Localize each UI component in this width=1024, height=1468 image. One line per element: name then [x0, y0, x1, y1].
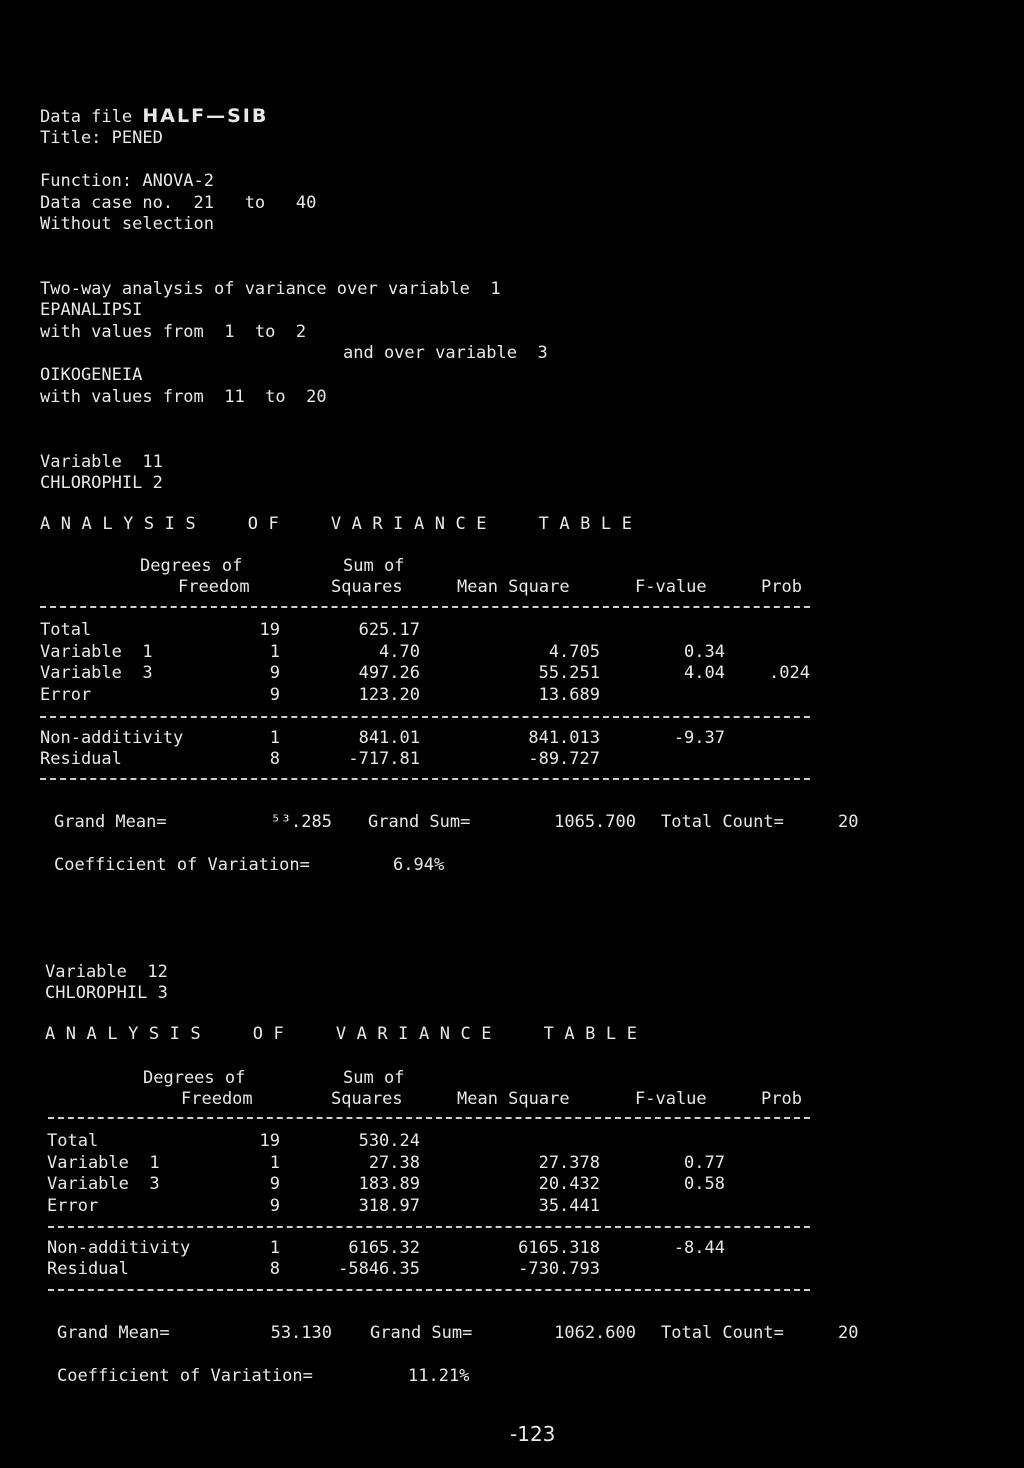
col-header-df-top: Degrees of: [143, 1068, 246, 1088]
description-line-3: with values from 1 to 2: [40, 322, 307, 342]
variable-label: Variable 12: [45, 962, 168, 982]
df-cell: 1: [269, 1238, 280, 1258]
col-header-prob: Prob: [761, 1089, 802, 1109]
df-cell: 19: [259, 620, 280, 640]
ss-cell: -717.81: [348, 749, 420, 769]
col-header-df-top: Degrees of: [140, 556, 243, 576]
col-header-df-bottom: Freedom: [181, 1089, 253, 1109]
col-header-ss-bottom: Squares: [331, 577, 403, 597]
description-line-5: OIKOGENEIA: [40, 365, 143, 385]
f-cell: -8.44: [673, 1238, 725, 1258]
data-file-name: HALF—SIB: [142, 105, 269, 127]
col-header-prob: Prob: [761, 577, 802, 597]
ms-cell: 841.013: [528, 728, 600, 748]
total-count-label: Total Count=: [661, 812, 784, 832]
f-cell: -9.37: [673, 728, 725, 748]
title-line: Title: PENED: [40, 128, 163, 148]
ms-cell: 27.378: [538, 1153, 600, 1173]
divider: [40, 716, 810, 718]
case-range-line: Data case no. 21 to 40: [40, 193, 317, 213]
grand-mean-label: Grand Mean=: [57, 1323, 170, 1343]
data-file-label: Data file: [40, 107, 133, 127]
source-cell: Error: [47, 1196, 99, 1216]
ss-cell: 183.89: [358, 1174, 420, 1194]
cv-label: Coefficient of Variation=: [54, 855, 310, 875]
ss-cell: 530.24: [358, 1131, 420, 1151]
source-cell: Residual: [47, 1259, 129, 1279]
source-cell: Variable 3: [40, 663, 153, 683]
ss-cell: 4.70: [379, 642, 420, 662]
ms-cell: 20.432: [538, 1174, 600, 1194]
ms-cell: 4.705: [548, 642, 600, 662]
df-cell: 8: [269, 749, 280, 769]
grand-mean-value: 53.130: [270, 1323, 332, 1343]
ss-cell: -5846.35: [338, 1259, 420, 1279]
grand-mean-value: ⁵³.285: [270, 812, 332, 832]
description-line-6: with values from 11 to 20: [40, 387, 327, 407]
ms-cell: 35.441: [538, 1196, 600, 1216]
divider: [40, 606, 810, 608]
total-count-value: 20: [838, 1323, 859, 1343]
col-header-ms: Mean Square: [457, 577, 570, 597]
divider: [40, 778, 810, 780]
variable-name: CHLOROPHIL 2: [40, 473, 163, 493]
total-count-value: 20: [838, 812, 859, 832]
col-header-ms: Mean Square: [457, 1089, 570, 1109]
col-header-ss-top: Sum of: [343, 556, 405, 576]
df-cell: 1: [269, 1153, 280, 1173]
col-header-f: F-value: [635, 577, 707, 597]
col-header-ss-bottom: Squares: [331, 1089, 403, 1109]
col-header-df-bottom: Freedom: [178, 577, 250, 597]
description-line-2: EPANALIPSI: [40, 300, 143, 320]
data-file-line: [40, 106, 268, 127]
divider: [48, 1226, 810, 1228]
ms-cell: 13.689: [538, 685, 600, 705]
cv-label: Coefficient of Variation=: [57, 1366, 313, 1386]
f-cell: 0.34: [684, 642, 725, 662]
f-cell: 0.77: [684, 1153, 725, 1173]
ss-cell: 27.38: [368, 1153, 420, 1173]
ss-cell: 497.26: [358, 663, 420, 683]
grand-mean-label: Grand Mean=: [54, 812, 167, 832]
ss-cell: 123.20: [358, 685, 420, 705]
source-cell: Residual: [40, 749, 122, 769]
grand-sum-label: Grand Sum=: [370, 1323, 473, 1343]
df-cell: 9: [269, 1196, 280, 1216]
source-cell: Total: [47, 1131, 99, 1151]
df-cell: 9: [269, 663, 280, 683]
total-count-label: Total Count=: [661, 1323, 784, 1343]
description-line-4: and over variable 3: [343, 343, 548, 363]
source-cell: Error: [40, 685, 92, 705]
grand-sum-label: Grand Sum=: [368, 812, 471, 832]
selection-line: Without selection: [40, 214, 214, 234]
df-cell: 9: [269, 685, 280, 705]
divider: [48, 1117, 810, 1119]
cv-value: 6.94%: [393, 855, 445, 875]
grand-sum-value: 1065.700: [554, 812, 636, 832]
ms-cell: -730.793: [518, 1259, 600, 1279]
anova-heading: ANALYSIS OF VARIANCE TABLE: [40, 514, 643, 534]
source-cell: Total: [40, 620, 92, 640]
cv-value: 11.21%: [408, 1366, 470, 1386]
col-header-f: F-value: [635, 1089, 707, 1109]
source-cell: Non-additivity: [40, 728, 184, 748]
df-cell: 8: [269, 1259, 280, 1279]
ss-cell: 625.17: [358, 620, 420, 640]
prob-cell: .024: [769, 663, 810, 683]
ss-cell: 6165.32: [348, 1238, 420, 1258]
df-cell: 19: [259, 1131, 280, 1151]
description-line-1: Two-way analysis of variance over variable 1: [40, 279, 501, 299]
ss-cell: 841.01: [358, 728, 420, 748]
df-cell: 1: [269, 642, 280, 662]
variable-name: CHLOROPHIL 3: [45, 983, 168, 1003]
function-line: Function: ANOVA-2: [40, 171, 214, 191]
col-header-ss-top: Sum of: [343, 1068, 405, 1088]
ss-cell: 318.97: [358, 1196, 420, 1216]
grand-sum-value: 1062.600: [554, 1323, 636, 1343]
f-cell: 4.04: [684, 663, 725, 683]
df-cell: 9: [269, 1174, 280, 1194]
source-cell: Non-additivity: [47, 1238, 191, 1258]
ms-cell: 6165.318: [518, 1238, 600, 1258]
ms-cell: 55.251: [538, 663, 600, 683]
source-cell: Variable 3: [47, 1174, 160, 1194]
page-number: -123: [510, 1422, 556, 1446]
source-cell: Variable 1: [40, 642, 153, 662]
variable-label: Variable 11: [40, 452, 163, 472]
ms-cell: -89.727: [528, 749, 600, 769]
divider: [48, 1289, 810, 1291]
anova-heading: ANALYSIS OF VARIANCE TABLE: [45, 1024, 648, 1044]
source-cell: Variable 1: [47, 1153, 160, 1173]
f-cell: 0.58: [684, 1174, 725, 1194]
df-cell: 1: [269, 728, 280, 748]
